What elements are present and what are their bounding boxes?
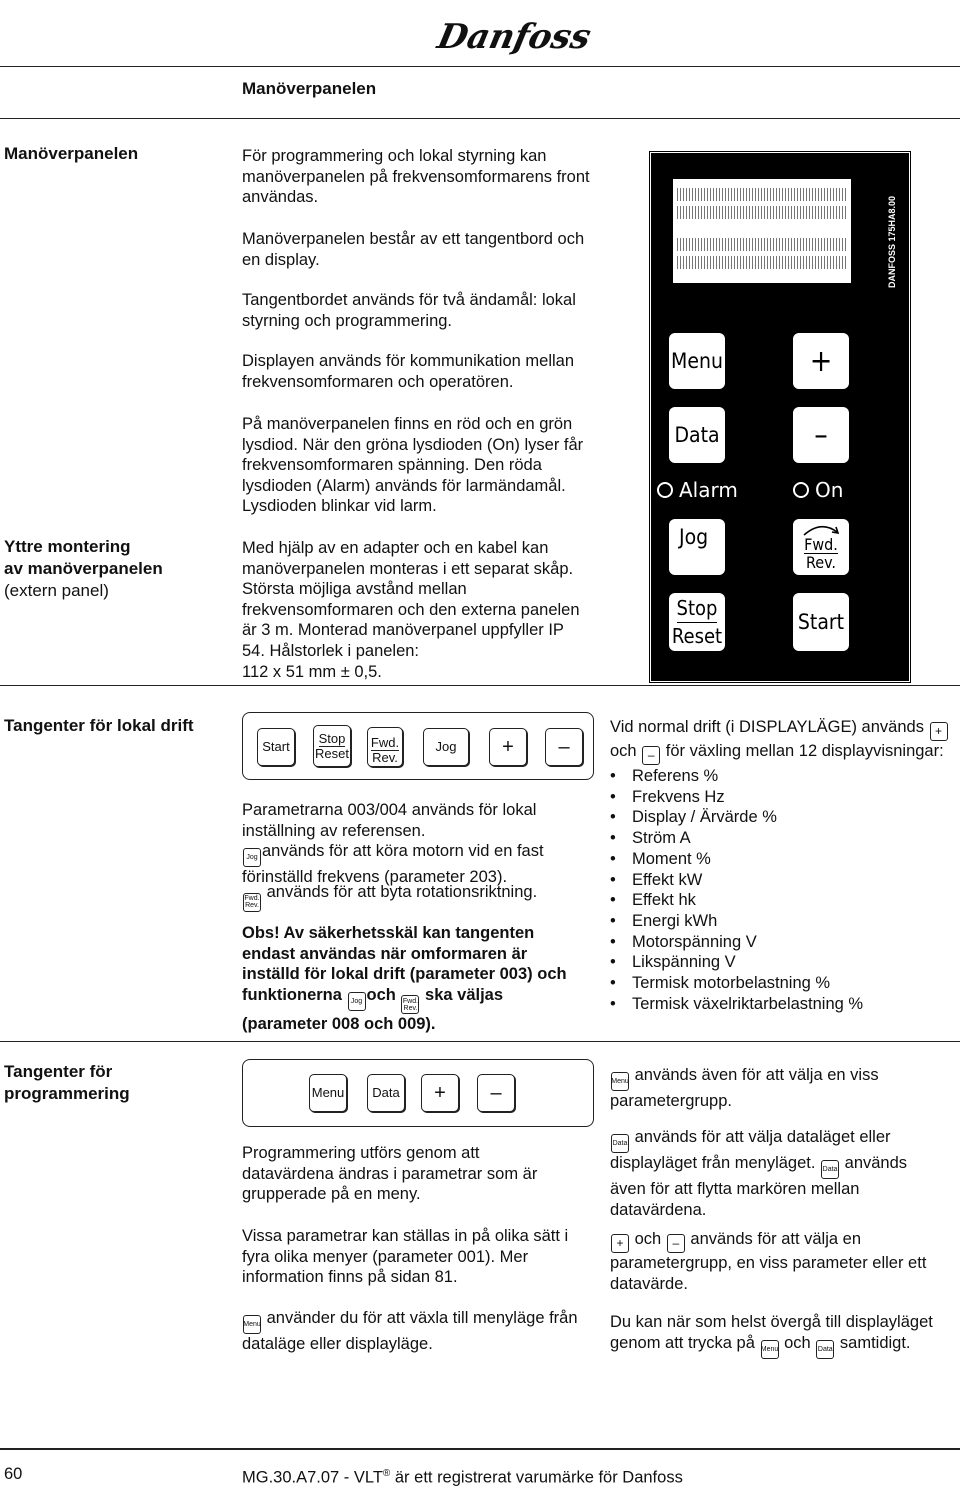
display-list xyxy=(610,766,955,1014)
display-window xyxy=(673,179,851,283)
jog-key[interactable] xyxy=(669,519,725,575)
programming-r4-och: och xyxy=(784,1333,811,1352)
section-label-panel: Manöverpanelen xyxy=(4,144,139,163)
panel-paragraph-5: På manöverpanelen finns en röd och en grön lysdiod. När den gröna lysdioden (On) lyser får frekvensomformaren spänning. Den röda lysdioden (Alarm) används för larmändamål. Lysdioden blinkar vid larm. xyxy=(242,415,584,516)
list-item: • Ström A xyxy=(610,828,955,849)
reset-label: Reset xyxy=(671,623,723,648)
strip-fwd-label: Fwd. xyxy=(370,734,400,750)
list-item: • Effekt hk xyxy=(610,890,955,911)
external-size: 112 x 51 mm ± 0,5. xyxy=(242,663,382,681)
page-number: 60 xyxy=(4,1465,23,1483)
data-key-icon: Data xyxy=(816,1340,834,1359)
rotate-arrow-icon xyxy=(801,522,841,536)
start-key[interactable] xyxy=(793,593,849,651)
danfoss-logo xyxy=(434,10,595,57)
panel-paragraph-3: Tangentbordet används för två ändamål: lokal styrning och programmering. xyxy=(242,291,576,330)
strip-plus-key[interactable] xyxy=(489,728,527,766)
strip-reset-label: Reset xyxy=(315,745,349,761)
strip-plus-label: + xyxy=(502,736,514,758)
list-item: • Referens % xyxy=(610,766,955,787)
external-label-2: av manöverpanelen xyxy=(4,559,163,578)
external-paragraph: Med hjälp av en adapter och en kabel kan manöverpanelen monteras i ett separat skåp. Största möjliga avstånd mellan frekvensomformaren och den externa panelen är 3 m. Monterad manöverpanel uppfyller IP 54. Hålstorlek i panelen: xyxy=(242,539,580,660)
strip-stop-label: Stop xyxy=(318,730,346,746)
safety-note-och: och xyxy=(366,985,396,1004)
fwd-rev-key[interactable] xyxy=(793,519,849,575)
data-key-label: Data xyxy=(674,423,720,447)
data-key[interactable] xyxy=(669,407,725,463)
programming-label-2: programmering xyxy=(4,1084,130,1103)
footer-doc xyxy=(242,1464,683,1488)
programming-right-2 xyxy=(610,1127,945,1220)
section-label-external xyxy=(4,536,163,602)
strip-fwd-rev-key[interactable] xyxy=(367,727,403,767)
section-label-programming xyxy=(4,1061,130,1105)
plus-key-icon: + xyxy=(611,1234,629,1253)
menu-key-icon: Menu xyxy=(761,1340,779,1359)
list-item: • Termisk motorbelastning % xyxy=(610,973,955,994)
display-intro-b: för växling mellan 12 displayvisningar: xyxy=(665,742,944,760)
programming-right-1 xyxy=(610,1065,940,1112)
on-led xyxy=(793,478,843,502)
stop-label: Stop xyxy=(677,595,718,623)
programming-r3-och: och xyxy=(634,1230,662,1248)
programming-r2a-text: används för att välja dataläget eller displayläget från menyläget. xyxy=(610,1128,891,1172)
external-label-1: Yttre montering xyxy=(4,537,131,556)
programming-r4a-text: Du kan när som helst övergå till displayläget genom att trycka på xyxy=(610,1313,933,1352)
section-label-local: Tangenter för lokal drift xyxy=(4,716,194,735)
jog-key-icon: Jog xyxy=(348,992,366,1011)
minus-key-label: – xyxy=(814,417,828,453)
menu-key-icon: Menu xyxy=(243,1315,261,1334)
programming-right-3 xyxy=(610,1229,945,1294)
panel-paragraph-4: Displayen används för kommunikation mellan frekvensomformaren och operatören. xyxy=(242,352,574,391)
plus-key-icon: + xyxy=(930,722,948,741)
list-item: • Likspänning V xyxy=(610,952,955,973)
panel-code: DANFOSS 175HA8.00 xyxy=(887,195,897,288)
programming-r3-text: används för att välja en parametergrupp, en viss parameter eller ett datavärde. xyxy=(610,1230,927,1293)
local-keys-strip xyxy=(242,712,594,780)
local-paragraph-1: Parametrarna 003/004 används för lokal inställning av referensen. xyxy=(242,801,537,840)
programming-right-4 xyxy=(610,1312,950,1359)
footer-reg: ® xyxy=(382,1468,391,1479)
plus-key[interactable] xyxy=(793,333,849,389)
strip-menu-key[interactable] xyxy=(309,1074,347,1112)
strip-data-label: Data xyxy=(372,1085,400,1100)
programming-label-1: Tangenter för xyxy=(4,1062,113,1081)
panel-paragraph-2: Manöverpanelen består av ett tangentbord och en display. xyxy=(242,230,585,269)
fwd-rev-key-icon: Fwd. Rev. xyxy=(401,995,419,1014)
programming-keys-strip xyxy=(242,1059,594,1127)
alarm-led xyxy=(657,478,738,502)
on-led-icon xyxy=(793,482,809,498)
minus-key-icon: – xyxy=(642,746,660,765)
strip-prog-minus-label: – xyxy=(490,1082,502,1104)
menu-key[interactable] xyxy=(669,333,725,389)
strip-minus-key[interactable] xyxy=(545,728,583,766)
local-p3-text: används för att byta rotationsriktning. xyxy=(266,883,538,901)
strip-menu-label: Menu xyxy=(311,1085,345,1100)
strip-start-key[interactable] xyxy=(257,728,295,766)
footer-doc-b: är ett registrerat varumärke för Danfoss xyxy=(390,1468,683,1487)
strip-data-key[interactable] xyxy=(367,1074,405,1112)
programming-paragraph-3 xyxy=(242,1308,587,1355)
external-label-3: (extern panel) xyxy=(4,581,109,600)
panel-paragraph-1: För programmering och lokal styrning kan manöverpanelen på frekvensomformarens front användas. xyxy=(242,147,590,207)
page-title: Manöverpanelen xyxy=(242,79,377,98)
programming-paragraph-2: Vissa parametrar kan ställas in på olika sätt i fyra olika menyer (parameter 001). Mer information finns på sidan 81. xyxy=(242,1227,569,1287)
data-key-icon: Data xyxy=(821,1160,839,1179)
fwd-rev-key-icon: Fwd. Rev. xyxy=(243,893,261,912)
start-key-label: Start xyxy=(797,610,845,634)
control-panel-illustration xyxy=(651,153,909,681)
menu-key-icon: Menu xyxy=(611,1072,629,1091)
strip-prog-plus-label: + xyxy=(434,1082,446,1104)
local-p2-text: används för att köra motorn vid en fast förinställd frekvens (parameter 203). xyxy=(242,842,544,886)
strip-plus-key[interactable] xyxy=(421,1074,459,1112)
minus-key-icon: – xyxy=(667,1234,685,1253)
programming-p3-text: använder du för att växla till menyläge från dataläge eller displayläge. xyxy=(242,1309,578,1353)
programming-paragraph-1: Programmering utförs genom att datavärdena ändras i parametrar som är grupperade på en meny. xyxy=(242,1144,538,1204)
alarm-led-icon xyxy=(657,482,673,498)
minus-key[interactable] xyxy=(793,407,849,463)
safety-note-b: ska väljas (parameter 008 och 009). xyxy=(242,985,504,1034)
safety-note xyxy=(242,923,587,1035)
alarm-label: Alarm xyxy=(679,478,738,502)
list-item: • Energi kWh xyxy=(610,911,955,932)
strip-stop-reset-key[interactable] xyxy=(313,725,351,767)
programming-r2b-text: används även för att flytta markören mellan datavärdena. xyxy=(610,1154,908,1219)
stop-reset-key[interactable] xyxy=(669,593,725,651)
programming-r4b-text: samtidigt. xyxy=(839,1333,911,1352)
display-intro-a: Vid normal drift (i DISPLAYLÄGE) används xyxy=(610,718,924,736)
data-key-icon: Data xyxy=(611,1134,629,1153)
programming-r1-text: används även för att välja en viss parametergrupp. xyxy=(610,1066,879,1110)
list-item: • Frekvens Hz xyxy=(610,787,955,808)
strip-start-label: Start xyxy=(262,739,290,754)
list-item: • Display / Ärvärde % xyxy=(610,807,955,828)
display-intro-och: och xyxy=(610,742,637,760)
list-item: • Termisk växelriktarbelastning % xyxy=(610,994,955,1015)
jog-key-label: Jog xyxy=(679,525,709,549)
local-paragraph-2 xyxy=(242,841,587,888)
display-intro xyxy=(610,717,955,765)
strip-jog-key[interactable] xyxy=(423,728,469,766)
list-item: • Effekt kW xyxy=(610,870,955,891)
menu-key-label: Menu xyxy=(671,349,723,373)
jog-key-icon: Jog xyxy=(243,848,261,867)
fwd-label: Fwd. xyxy=(804,534,838,554)
list-item: • Moment % xyxy=(610,849,955,870)
strip-rev-label: Rev. xyxy=(372,749,398,765)
list-item: • Motorspänning V xyxy=(610,932,955,953)
strip-minus-key[interactable] xyxy=(477,1074,515,1112)
rev-label: Rev. xyxy=(806,552,836,572)
strip-minus-label: – xyxy=(558,736,570,758)
svg-text:Danfoss: Danfoss xyxy=(434,17,595,57)
strip-jog-label: Jog xyxy=(435,739,457,754)
on-label: On xyxy=(815,478,844,502)
footer-doc-a: MG.30.A7.07 - VLT xyxy=(242,1468,383,1487)
display-modes-block xyxy=(610,717,955,1014)
safety-note-a: Obs! Av säkerhetsskäl kan tangenten endast användas när omformaren är inställd för lokal drift (parameter 003) och funktionerna xyxy=(242,924,567,1004)
local-paragraph-3 xyxy=(242,882,587,912)
plus-key-label: + xyxy=(809,343,833,379)
